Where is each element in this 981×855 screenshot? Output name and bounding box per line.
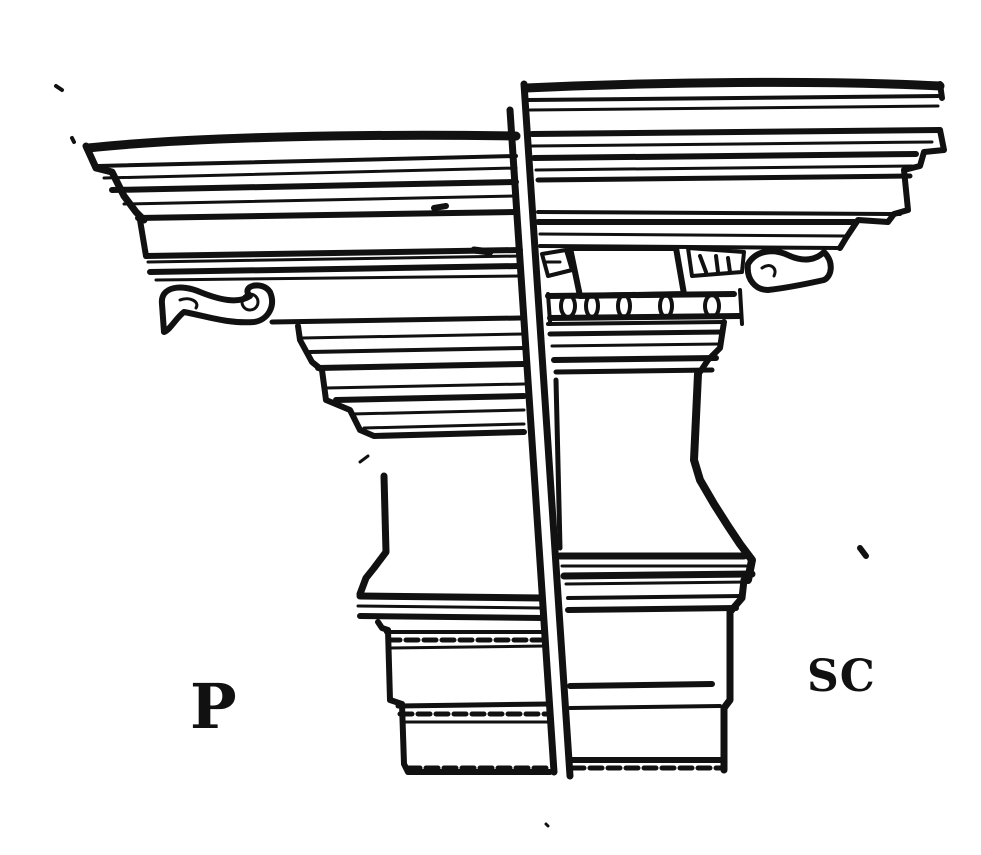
left-capital: [272, 318, 524, 462]
left-scroll-bracket: [162, 285, 272, 332]
label-sc: SC: [807, 651, 876, 702]
left-cornice: [86, 135, 520, 280]
right-capital: [548, 322, 724, 372]
right-base: [560, 556, 752, 770]
right-cornice: [526, 82, 944, 248]
left-base: [358, 596, 552, 772]
right-shaft: [556, 374, 752, 580]
left-shaft: [360, 476, 386, 594]
right-modillions: [542, 248, 831, 324]
label-p: P: [190, 670, 237, 743]
